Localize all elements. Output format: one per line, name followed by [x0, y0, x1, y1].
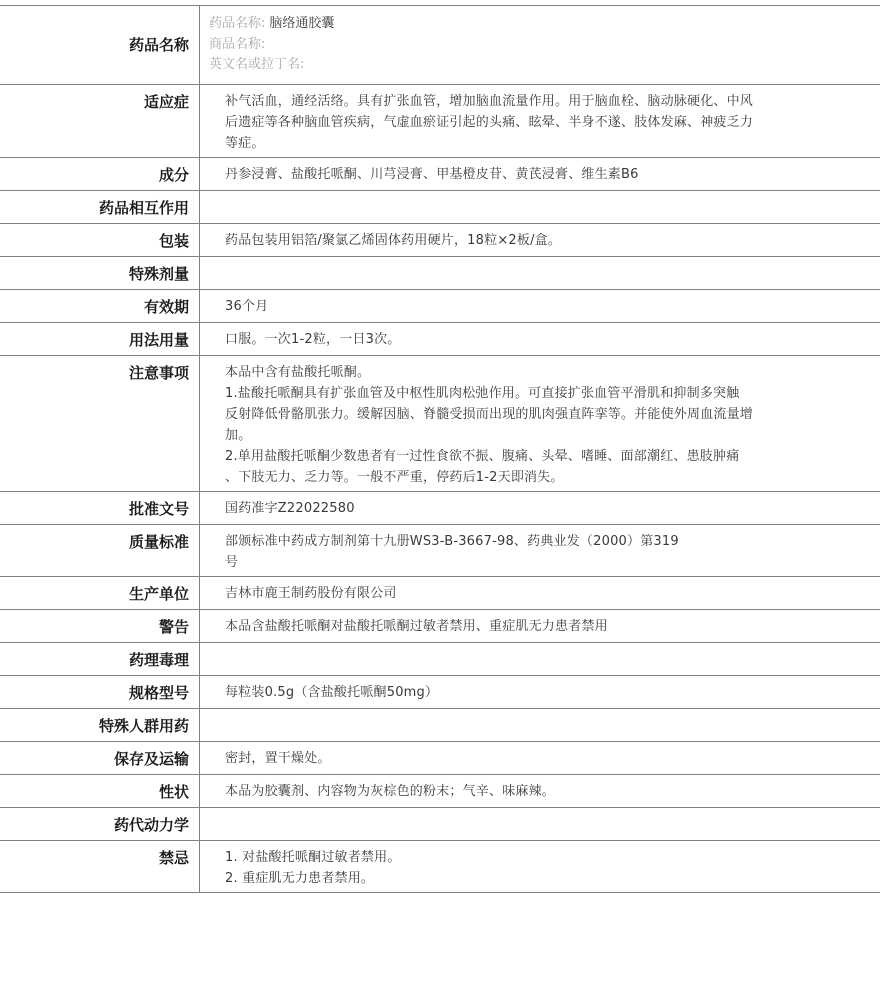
row-label: 质量标准: [0, 525, 200, 576]
row-value: 本品为胶囊剂、内容物为灰棕色的粉末；气辛、味麻辣。: [225, 784, 556, 799]
row-value: [200, 808, 880, 840]
row-label: 特殊剂量: [0, 257, 200, 289]
row-value: 口服。一次1-2粒，一日3次。: [225, 332, 401, 347]
row-packaging: [0, 224, 880, 257]
row-warning: [0, 610, 880, 643]
value-line: 等症。: [225, 136, 265, 151]
row-precautions: [0, 356, 880, 492]
row-value: [200, 709, 880, 741]
row-special-population: [0, 709, 880, 742]
row-value: [200, 841, 880, 892]
row-label: 药理毒理: [0, 643, 200, 675]
row-value: [200, 191, 880, 223]
row-specification: [0, 676, 880, 709]
english-name-line: [209, 55, 870, 76]
row-drug-name: [0, 6, 880, 85]
drug-info-table: [0, 5, 880, 893]
row-label: 包装: [0, 224, 200, 256]
value-line: 1. 对盐酸托哌酮过敏者禁用。: [225, 850, 401, 865]
row-value: [200, 85, 880, 157]
value-line: 本品中含有盐酸托哌酮。: [225, 365, 371, 380]
row-value: 吉林市鹿王制药股份有限公司: [225, 586, 397, 601]
row-label: 有效期: [0, 290, 200, 322]
english-name-key: 英文名或拉丁名:: [209, 57, 305, 72]
row-label: 规格型号: [0, 676, 200, 708]
row-label: 成分: [0, 158, 200, 190]
trade-name-line: [209, 35, 870, 56]
value-line: 1.盐酸托哌酮具有扩张血管及中枢性肌肉松弛作用。可直接扩张血管平滑肌和抑制多突触: [225, 386, 740, 401]
generic-name-key: 药品名称:: [209, 16, 266, 31]
row-value: [200, 525, 880, 576]
row-indications: [0, 85, 880, 158]
row-label: 性状: [0, 775, 200, 807]
row-storage: [0, 742, 880, 775]
row-label: 保存及运输: [0, 742, 200, 774]
row-value: [200, 356, 880, 491]
value-line: 反射降低骨骼肌张力。缓解因脑、脊髓受损而出现的肌肉强直阵挛等。并能使外周血流量增: [225, 407, 754, 422]
drug-name-cell: [200, 6, 880, 84]
row-special-dosage: [0, 257, 880, 290]
row-label: 特殊人群用药: [0, 709, 200, 741]
row-label: 药代动力学: [0, 808, 200, 840]
generic-name-line: [209, 14, 870, 35]
row-pharmacology: [0, 643, 880, 676]
row-pharmacokinetics: [0, 808, 880, 841]
row-value: 丹参浸膏、盐酸托哌酮、川芎浸膏、甲基橙皮苷、黄芪浸膏、维生素B6: [225, 167, 639, 182]
row-label: 药品名称: [0, 6, 200, 84]
value-line: 2.单用盐酸托哌酮少数患者有一过性食欲不振、腹痛、头晕、嗜睡、面部潮红、患肢肿痛: [225, 449, 740, 464]
row-label: 警告: [0, 610, 200, 642]
value-line: 部颁标准中药成方制剂第十九册WS3-B-3667-98、药典业发（2000）第319: [225, 534, 679, 549]
generic-name-value: 脑络通胶囊: [269, 16, 335, 31]
row-value: 本品含盐酸托哌酮对盐酸托哌酮过敏者禁用、重症肌无力患者禁用: [225, 619, 608, 634]
row-label: 注意事项: [0, 356, 200, 491]
row-value: 密封，置干燥处。: [225, 751, 331, 766]
value-line: 加。: [225, 428, 252, 443]
row-value: 国药准字Z22022580: [225, 501, 355, 516]
row-value: 药品包装用铝箔/聚氯乙烯固体药用硬片，18粒×2板/盒。: [225, 233, 562, 248]
row-label: 生产单位: [0, 577, 200, 609]
row-ingredients: [0, 158, 880, 191]
row-value: 36个月: [225, 299, 269, 314]
row-manufacturer: [0, 577, 880, 610]
row-label: 批准文号: [0, 492, 200, 524]
row-label: 药品相互作用: [0, 191, 200, 223]
row-shelf-life: [0, 290, 880, 323]
row-usage: [0, 323, 880, 356]
row-value: [200, 257, 880, 289]
value-line: 、下肢无力、乏力等。一般不严重，停药后1-2天即消失。: [225, 470, 564, 485]
value-line: 后遗症等各种脑血管疾病，气虚血瘀证引起的头痛、眩晕、半身不遂、肢体发麻、神疲乏力: [225, 115, 754, 130]
row-description: [0, 775, 880, 808]
row-label: 适应症: [0, 85, 200, 157]
row-label: 用法用量: [0, 323, 200, 355]
value-line: 2. 重症肌无力患者禁用。: [225, 871, 375, 886]
value-line: 号: [225, 555, 239, 570]
value-line: 补气活血，通经活络。具有扩张血管，增加脑血流量作用。用于脑血栓、脑动脉硬化、中风: [225, 94, 754, 109]
row-label: 禁忌: [0, 841, 200, 892]
row-interactions: [0, 191, 880, 224]
row-quality-standard: [0, 525, 880, 577]
row-approval-number: [0, 492, 880, 525]
row-contraindications: [0, 841, 880, 893]
row-value: [200, 643, 880, 675]
trade-name-key: 商品名称:: [209, 36, 266, 52]
row-value: 每粒装0.5g（含盐酸托哌酮50mg）: [225, 685, 439, 700]
